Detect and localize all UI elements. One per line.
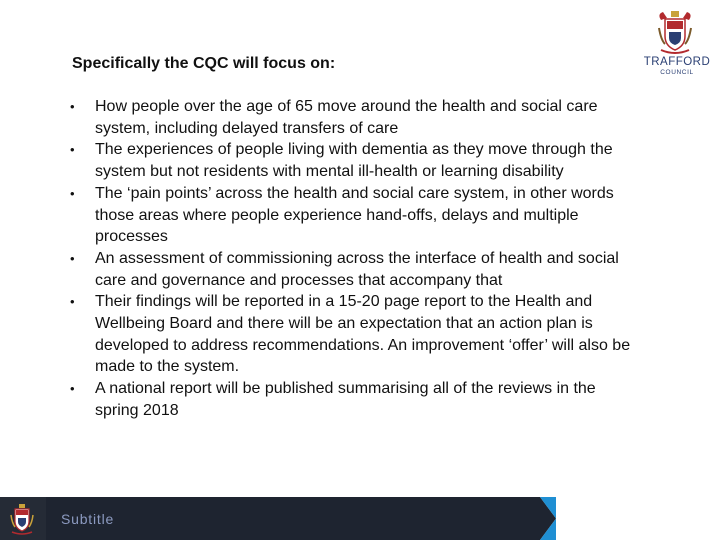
bullet-list bbox=[70, 96, 640, 422]
bullet-marker: • bbox=[70, 381, 75, 397]
bullet-marker: • bbox=[70, 185, 75, 201]
bullet-text: The experiences of people living with dementia as they move through the system but not residents with mental ill-health or learning disability bbox=[95, 141, 613, 181]
bullet-marker: • bbox=[70, 294, 75, 310]
bullet-marker: • bbox=[70, 99, 75, 114]
bullet-item bbox=[70, 248, 640, 291]
bullet-text: An assessment of commissioning across the interface of health and social care and governance and processes that accompany that bbox=[95, 249, 619, 289]
bullet-text: Their findings will be reported in a 15-20 page report to the Health and Wellbeing Board and there will be an expectation that an action plan is developed to address recommendations. An improvement ‘offer’ will also be made to the system. bbox=[95, 293, 631, 376]
logo-name: TRAFFORD bbox=[643, 56, 711, 68]
bullet-item bbox=[70, 378, 640, 421]
bullet-marker: • bbox=[70, 142, 75, 158]
bullet-item bbox=[70, 96, 640, 139]
logo-subtitle: COUNCIL bbox=[660, 69, 694, 76]
bullet-text: A national report will be published summarising all of the reviews in the spring 2018 bbox=[95, 380, 596, 419]
slide-heading: Specifically the CQC will focus on: bbox=[72, 55, 336, 72]
trafford-council-logo bbox=[640, 10, 714, 80]
coat-of-arms-icon bbox=[655, 10, 695, 56]
bullet-item bbox=[70, 291, 640, 378]
bullet-item bbox=[70, 139, 640, 182]
footer-subtitle: Subtitle bbox=[61, 511, 115, 527]
bullet-marker: • bbox=[70, 250, 75, 266]
footer-crest-icon bbox=[8, 503, 36, 535]
bullet-text: The ‘pain points’ across the health and social care system, in other words those areas where people experience hand-offs, delays and multiple processes bbox=[95, 184, 614, 246]
bullet-text: How people over the age of 65 move around the health and social care system, including delayed transfers of care bbox=[95, 98, 598, 137]
bullet-item bbox=[70, 183, 640, 248]
footer-bar bbox=[0, 497, 720, 540]
